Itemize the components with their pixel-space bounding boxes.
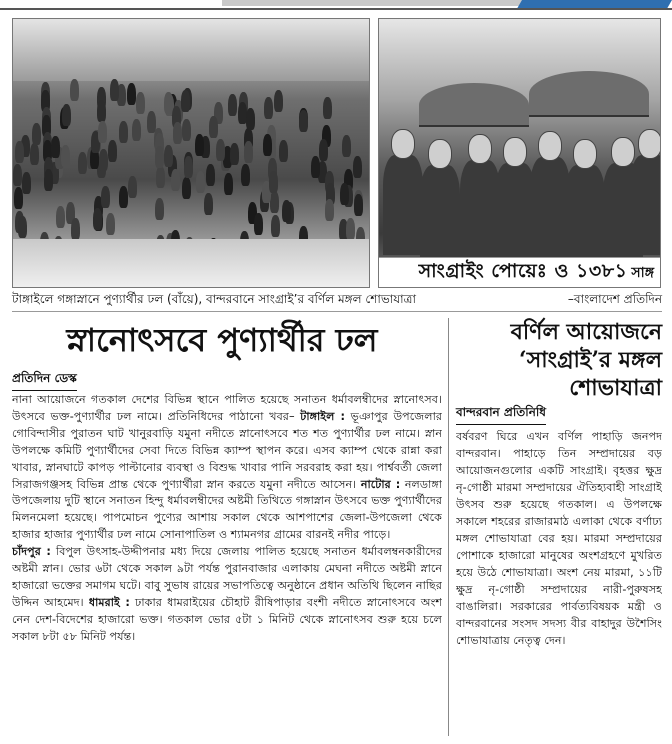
paragraph-text: নলডাঙ্গা উপজেলায় দুটি স্থানে সনাতন হিন্দু ধর্মাবলম্বীদের অষ্টমী তিথিতে গঙ্গাস্নান উৎসবে ভক্ত পুণ্যার্থীদের মিলনমেলা হয়েছে। পাপমোচন পুণ্যের আশায় সকাল থেকে আশপাশের জেলা-উপজেলা থেকে হাজার হাজার পুণ্যার্থীর ঢল নামে সোনাপাতিল ও শ্যামনগর গ্রামের বারনই নদীর পাড়ে। — [12, 477, 442, 542]
crowd-figure — [70, 79, 79, 101]
procession-person-face — [391, 129, 415, 159]
side-headline-line: বর্ণিল আয়োজনে — [510, 319, 662, 345]
crowd-figure — [263, 134, 272, 156]
crowd-figure — [108, 140, 117, 162]
crowd-figure — [98, 121, 107, 143]
top-bar-gray-stripe — [222, 0, 522, 6]
procession-person-body — [460, 160, 500, 260]
procession-person-body — [383, 155, 423, 255]
side-byline: বান্দরবান প্রতিনিধি — [456, 404, 546, 425]
crowd-figure — [279, 140, 288, 162]
column-divider — [448, 318, 449, 736]
procession-person-face — [503, 137, 527, 167]
crowd-figure — [228, 94, 237, 116]
procession-person-face — [638, 129, 661, 159]
photo-caption-text: টাঙ্গাইলে গঙ্গাস্নানে পুণ্যার্থীর ঢল (বাঁয়ে), বান্দরবানে সাংগ্রাই’র বর্ণিল মঙ্গল শোভাযাত্রা — [12, 291, 416, 306]
crowd-figure — [323, 97, 332, 119]
procession-person-body — [420, 165, 460, 265]
photo-credit: –বাংলাদেশ প্রতিদিন — [567, 291, 662, 306]
crowd-figure — [270, 191, 279, 213]
crowd-figure — [353, 156, 362, 178]
main-article-body — [12, 392, 442, 736]
crowd-figure — [119, 186, 128, 208]
crowd-figure — [99, 149, 108, 171]
crowd-figure — [93, 208, 102, 230]
crowd-figure — [216, 139, 225, 161]
procession-person-body — [530, 157, 570, 257]
crowd-figure — [325, 199, 334, 221]
crowd-figure — [196, 171, 205, 193]
crowd-figure — [282, 200, 291, 222]
crowd-figure — [44, 169, 53, 191]
paragraph-text: ভূঞাপুর উপজেলার গোবিন্দাসীর পুরাতন ঘাট খানুরবাড়ি যমুনা নদীতে স্নানোৎসবে শত শত পুণ্যার্থীর ঢল নামে। স্নান উপলক্ষে কমিটি পুণ্যার্থীদের সেবা দিতে বিভিন্ন ক্যাম্প স্থাপন করে। এসব ক্যাম্প থেকে রান্না করা খাবার, স্নানঘাটে কাপড় পাল্টানোর ব্যবস্থা ও বিশুদ্ধ খাবার পানি সরবরাহ করা হয়। পার্শ্ববর্তী জেলা সিরাজগঞ্জসহ বিভিন্ন প্রান্ত থেকে পুণ্যার্থীরা স্নান করতে যমুনা নদীতে আসেন। — [12, 409, 442, 491]
crowd-figure — [204, 193, 213, 215]
main-article-paragraph — [12, 544, 442, 645]
crowd-figure — [319, 139, 328, 161]
crowd-figure — [181, 90, 190, 112]
place-name: টাঙ্গাইল : — [300, 409, 345, 423]
crowd-figure — [206, 164, 215, 186]
procession-person-face — [428, 139, 452, 169]
crowd-figure — [354, 194, 363, 216]
page-top-bar — [0, 0, 672, 14]
crowd-figure — [264, 97, 273, 119]
main-byline: প্রতিদিন ডেস্ক — [12, 370, 77, 391]
crowd-figure — [246, 108, 255, 130]
crowd-figure — [110, 79, 119, 101]
crowd-figure — [15, 141, 24, 163]
photo-umbrella — [419, 83, 529, 127]
procession-person-body — [565, 165, 605, 265]
crowd-figure — [340, 183, 349, 205]
banner-text-tail: সাঙ্গ — [631, 264, 654, 281]
crowd-figure — [241, 164, 250, 186]
place-name: ধামরাই : — [88, 595, 130, 609]
photo-riverbank — [13, 19, 369, 81]
paragraph-text: নানা আয়োজনে গতকাল দেশের বিভিন্ন স্থানে পালিত হয়েছে সনাতন ধর্মাবলম্বীদের স্নানোৎসব। উৎসবে ভক্ত-পুণ্যার্থীর ঢল নামে। প্রতিনিধিদের পাঠানো খবর– — [12, 393, 442, 423]
crowd-figure — [119, 121, 128, 143]
crowd-figure — [244, 141, 253, 163]
crowd-figure — [106, 213, 115, 235]
place-name: চাঁদপুর : — [12, 545, 51, 559]
procession-person-face — [468, 134, 492, 164]
crowd-figure — [230, 143, 239, 165]
crowd-figure — [127, 83, 136, 105]
crowd-figure — [51, 136, 60, 158]
crowd-figure — [299, 110, 308, 132]
procession-person-face — [573, 139, 597, 169]
crowd-figure — [128, 176, 137, 198]
side-headline-line: শোভাযাত্রা — [569, 375, 662, 401]
crowd-figure — [61, 145, 70, 167]
crowd-figure — [147, 111, 156, 133]
crowd-figure — [274, 90, 283, 112]
procession-person-body — [495, 163, 535, 263]
crowd-figure — [182, 177, 191, 199]
procession-person-face — [611, 137, 635, 167]
crowd-figure — [155, 146, 164, 168]
crowd-figure — [136, 92, 145, 114]
crowd-figure — [311, 156, 320, 178]
crowd-figure — [346, 218, 355, 240]
crowd-figure — [14, 187, 23, 209]
photo-caption — [12, 292, 662, 312]
main-article-paragraph — [12, 392, 442, 544]
crowd-figure — [224, 173, 233, 195]
crowd-figure — [22, 172, 31, 194]
crowd-figure — [32, 123, 41, 145]
crowd-figure — [164, 145, 173, 167]
crowd-figure — [56, 206, 65, 228]
side-headline-line: ‘সাংগ্রাই’র মঙ্গল — [519, 347, 662, 373]
crowd-figure — [13, 164, 22, 186]
crowd-figure — [101, 186, 110, 208]
crowd-figure — [30, 143, 39, 165]
crowd-figure — [155, 198, 164, 220]
crowd-figure — [78, 152, 87, 174]
crowd-figure — [184, 156, 193, 178]
side-article-body: বর্ষবরণ ঘিরে এখন বর্ণিল পাহাড়ি জনপদ বান্দরবান। পাহাড়ে তিন সম্প্রদায়ের বড় আয়োজনগুলোর একটি সাংগ্রাই। বৃহত্তর ক্ষুদ্র নৃ-গোষ্ঠী মারমা সম্প্রদায়ের ঐতিহ্যবাহী সাংগ্রাই উৎসব শুরু হয়েছে গতকাল। এ উপলক্ষে সকালে শহরের রাজারমাঠ এলাকা থেকে বর্ণাঢ্য মঙ্গল শোভাযাত্রা বের হয়। মারমা সম্প্রদায়ের পোশাকে হাজারো মানুষের অংশগ্রহণে মুখরিত হয়ে উঠে শোভাযাত্রা। অংশ নেয় মারমা, ১১টি ক্ষুদ্র নৃ-গোষ্ঠী সম্প্রদায়ের নারী-পুরুষসহ বাঙালিরা। সরকারের পার্বত্যবিষয়ক মন্ত্রী ও বান্দরবানের সংসদ সদস্য বীর বাহাদুর উশৈসিং শোভাযাত্রায় নেতৃত্ব দেন। — [456, 430, 662, 647]
photo-umbrella — [529, 71, 649, 117]
crowd-figure — [195, 134, 204, 156]
crowd-figure — [182, 119, 191, 141]
crowd-figure — [18, 216, 27, 238]
crowd-figure — [269, 171, 278, 193]
top-bar-blue-stripe — [517, 0, 672, 8]
crowd-figure — [71, 218, 80, 240]
crowd-figure — [97, 100, 106, 122]
photo-river-water — [13, 239, 369, 287]
procession-person-face — [538, 131, 562, 161]
crowd-figure — [173, 122, 182, 144]
crowd-figure — [254, 213, 263, 235]
crowd-figure — [209, 116, 218, 138]
procession-person-body — [630, 155, 661, 255]
crowd-figure — [342, 135, 351, 157]
crowd-figure — [62, 104, 71, 126]
paragraph-text: বিপুল উৎসাহ-উদ্দীপনার মধ্য দিয়ে জেলায় পালিত হয়েছে সনাতন ধর্মাবলম্বনকারীদের অষ্টমী স্নান। ভোর ৬টা থেকে সকাল ৯টা পর্যন্ত পুরানবাজার এলাকায় মেঘনা নদীতে অষ্টমী স্নানে হাজারো ভক্তের সমাগম ঘটে। বাবু সুভাষ রায়ের সভাপতিত্বে অনুষ্ঠানে প্রধান অতিথি ছিলেন নাছির উদ্দিন আহমেদ। — [12, 545, 442, 609]
crowd-figure — [271, 215, 280, 237]
paragraph-text: ঢাকার ধামরাইয়ের চৌহাট রীষিপাড়ার বংশী নদীতে স্নানোৎসবে অংশ নেন দেশ-বিদেশের হাজারো ভক্ত। গতকাল ভোর ৫টা ১ মিনিট থেকে স্নানোৎসব শুরু হয়ে চলে সকাল ৮টা ৫৮ মিনিট পর্যন্ত। — [12, 595, 442, 643]
place-name: নাটোর : — [360, 477, 401, 491]
side-headline — [450, 318, 662, 402]
banner-text-main: সাংগ্রাইং পোয়েঃ ও ১৩৮১ — [418, 259, 628, 282]
photo-procession-banner — [379, 257, 660, 287]
crowd-figure — [171, 169, 180, 191]
photo-sangrai-procession — [378, 18, 661, 288]
photo-river-bathing — [12, 18, 370, 288]
crowd-figure — [132, 119, 141, 141]
top-bar-rule — [0, 8, 672, 10]
crowd-figure — [156, 166, 165, 188]
main-headline: স্নানোৎসবে পুণ্যার্থীর ঢল — [66, 321, 378, 359]
